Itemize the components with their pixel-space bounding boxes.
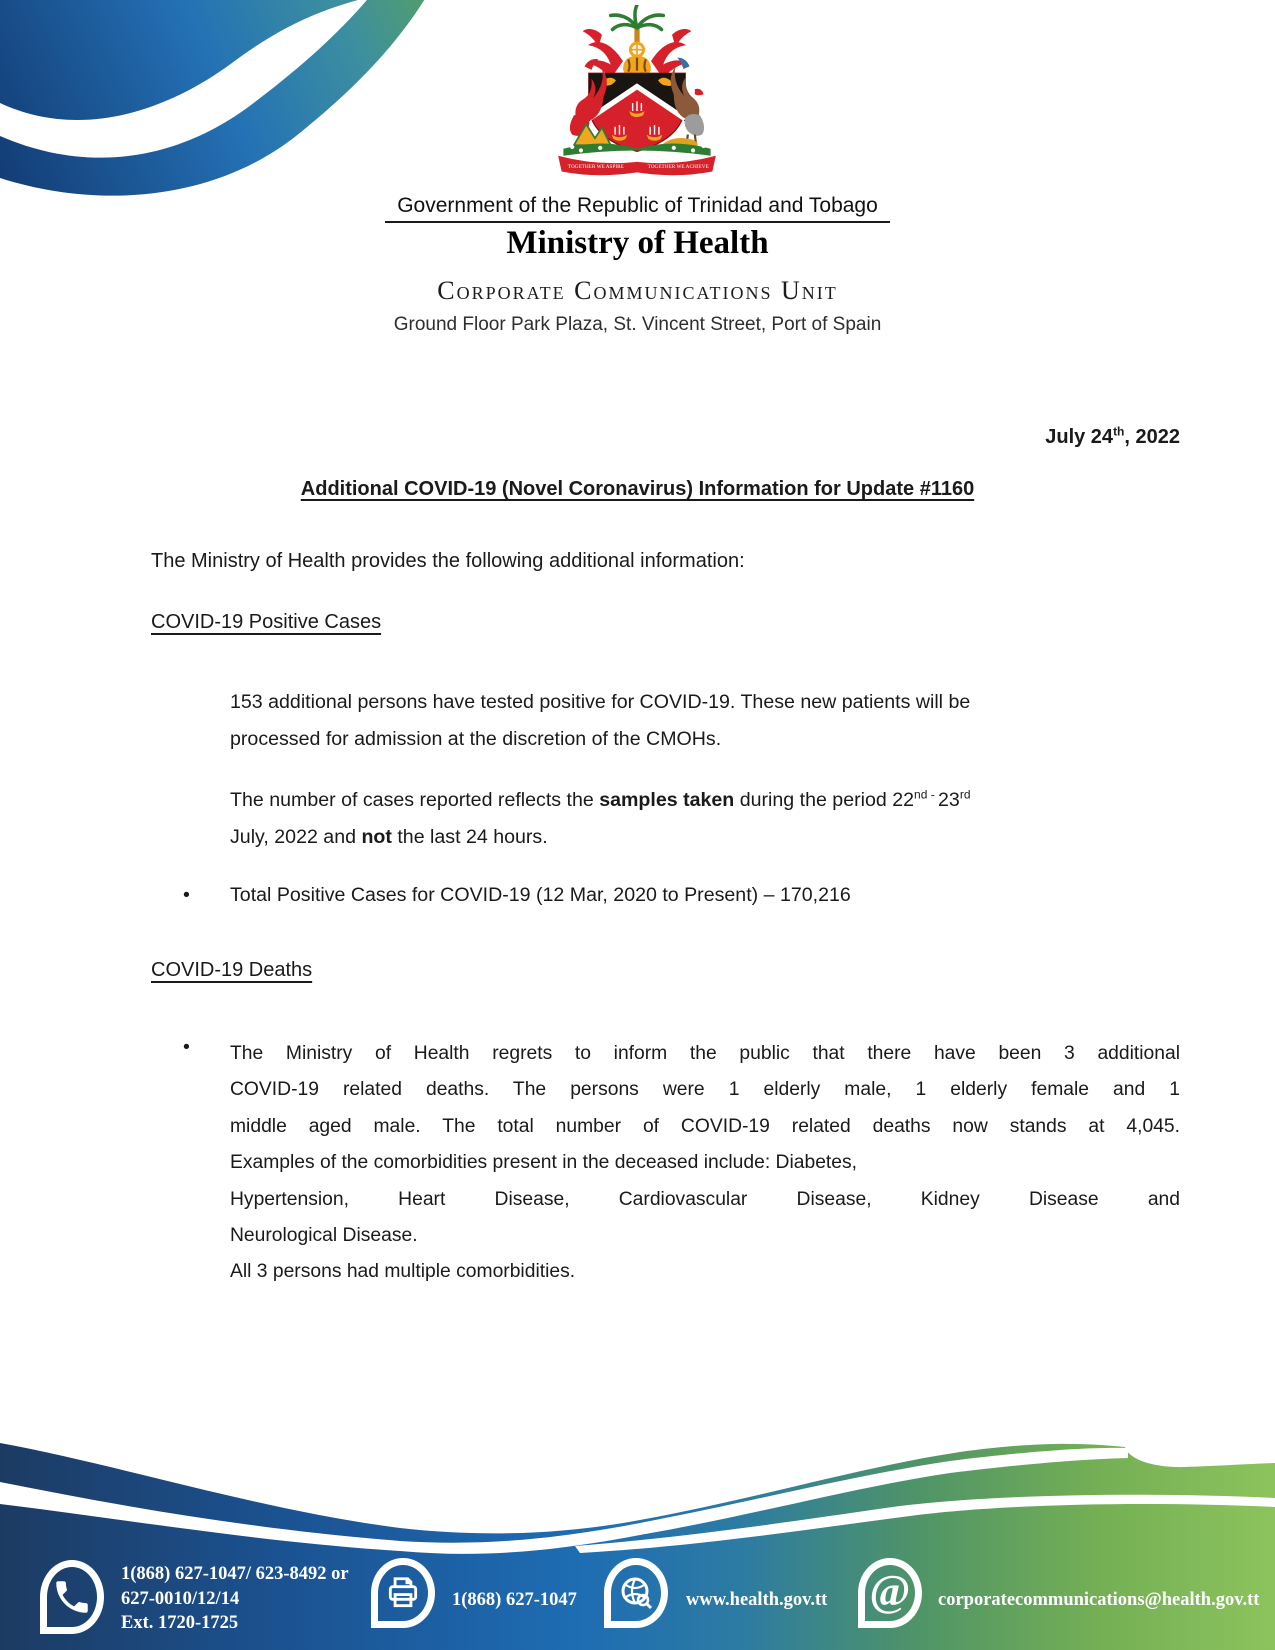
fax-number: 1(868) 627-1047 — [452, 1590, 577, 1610]
palm-tree-crest — [611, 5, 664, 44]
section-heading-deaths: COVID-19 Deaths — [151, 959, 313, 981]
deaths-line: COVID-19 related deaths. The persons were 1 elderly male, 1 elderly female and 1 — [230, 1079, 1180, 1101]
phone-numbers: 1(868) 627-1047/ 623-8492 or 627-0010/12/14 Ext. 1720-1725 — [121, 1564, 349, 1633]
printer-glyph — [384, 1574, 422, 1612]
positive-cases-paragraph-2: The number of cases reported reflects the samples taken during the period $22^{nd -}$ 23rd July, 2022 and not the last 24 hours. — [230, 787, 971, 848]
globe-icon — [604, 1558, 668, 1628]
helm-crown — [623, 56, 651, 75]
top-left-wave-decoration — [0, 0, 455, 205]
cocrico-bird — [671, 58, 704, 149]
ministry-title: Ministry of Health — [506, 225, 769, 261]
section-heading-positive-cases: COVID-19 Positive Cases — [151, 611, 382, 633]
motto-left-text: TOGETHER WE ASPIRE — [567, 163, 624, 170]
deaths-line: All 3 persons had multiple comorbidities. — [230, 1261, 576, 1283]
government-line: Government of the Republic of Trinidad and Tobago — [397, 194, 878, 217]
coat-of-arms — [549, 5, 725, 189]
deaths-line: The Ministry of Health regrets to inform the public that there have been 3 additional — [230, 1043, 1180, 1064]
bullet-marker: • — [183, 1036, 190, 1058]
phone-icon — [40, 1560, 104, 1634]
total-positive-cases-text: Total Positive Cases for COVID-19 (12 Mar, 2020 to Present) – 170,216 — [230, 884, 851, 906]
positive-cases-paragraph-1: 153 additional persons have tested positive for COVID-19. These new patients will be processed for admission at the discretion of the CMOHs. — [230, 691, 971, 750]
motto-right-text: TOGETHER WE ACHIEVE — [647, 163, 709, 170]
motto-ribbon — [558, 156, 716, 176]
fax-printer-icon — [371, 1558, 435, 1628]
document-date: July 24th, 2022 — [1045, 424, 1180, 448]
phone-handset-glyph — [51, 1576, 93, 1618]
email-link[interactable]: corporatecommunications@health.gov.tt — [938, 1590, 1260, 1610]
at-glyph: @ — [869, 1566, 911, 1615]
deaths-line: Examples of the comorbidities present in the deceased include: Diabetes, — [230, 1152, 857, 1174]
date-superscript: th — [1113, 424, 1125, 439]
document-title: Additional COVID-19 (Novel Coronavirus) Information for Update #1160 — [300, 478, 975, 500]
intro-line: The Ministry of Health provides the following additional information: — [151, 550, 745, 572]
unit-title: Corporate Communications Unit — [437, 276, 838, 305]
globe-glyph — [616, 1573, 656, 1613]
deaths-line: Hypertension, Heart Disease, Cardiovascular Disease, Kidney Disease and — [230, 1188, 1180, 1210]
website-link[interactable]: www.health.gov.tt — [686, 1590, 828, 1610]
header-rule — [385, 221, 890, 223]
email-at-icon — [858, 1558, 922, 1628]
deaths-paragraph — [230, 1036, 1180, 1291]
address-line: Ground Floor Park Plaza, St. Vincent Street, Port of Spain — [393, 314, 882, 335]
deaths-line: middle aged male. The total number of COVID-19 related deaths now stands at 4,045. — [230, 1115, 1180, 1137]
bullet-marker: • — [183, 884, 190, 906]
deaths-line: Neurological Disease. — [230, 1225, 418, 1247]
